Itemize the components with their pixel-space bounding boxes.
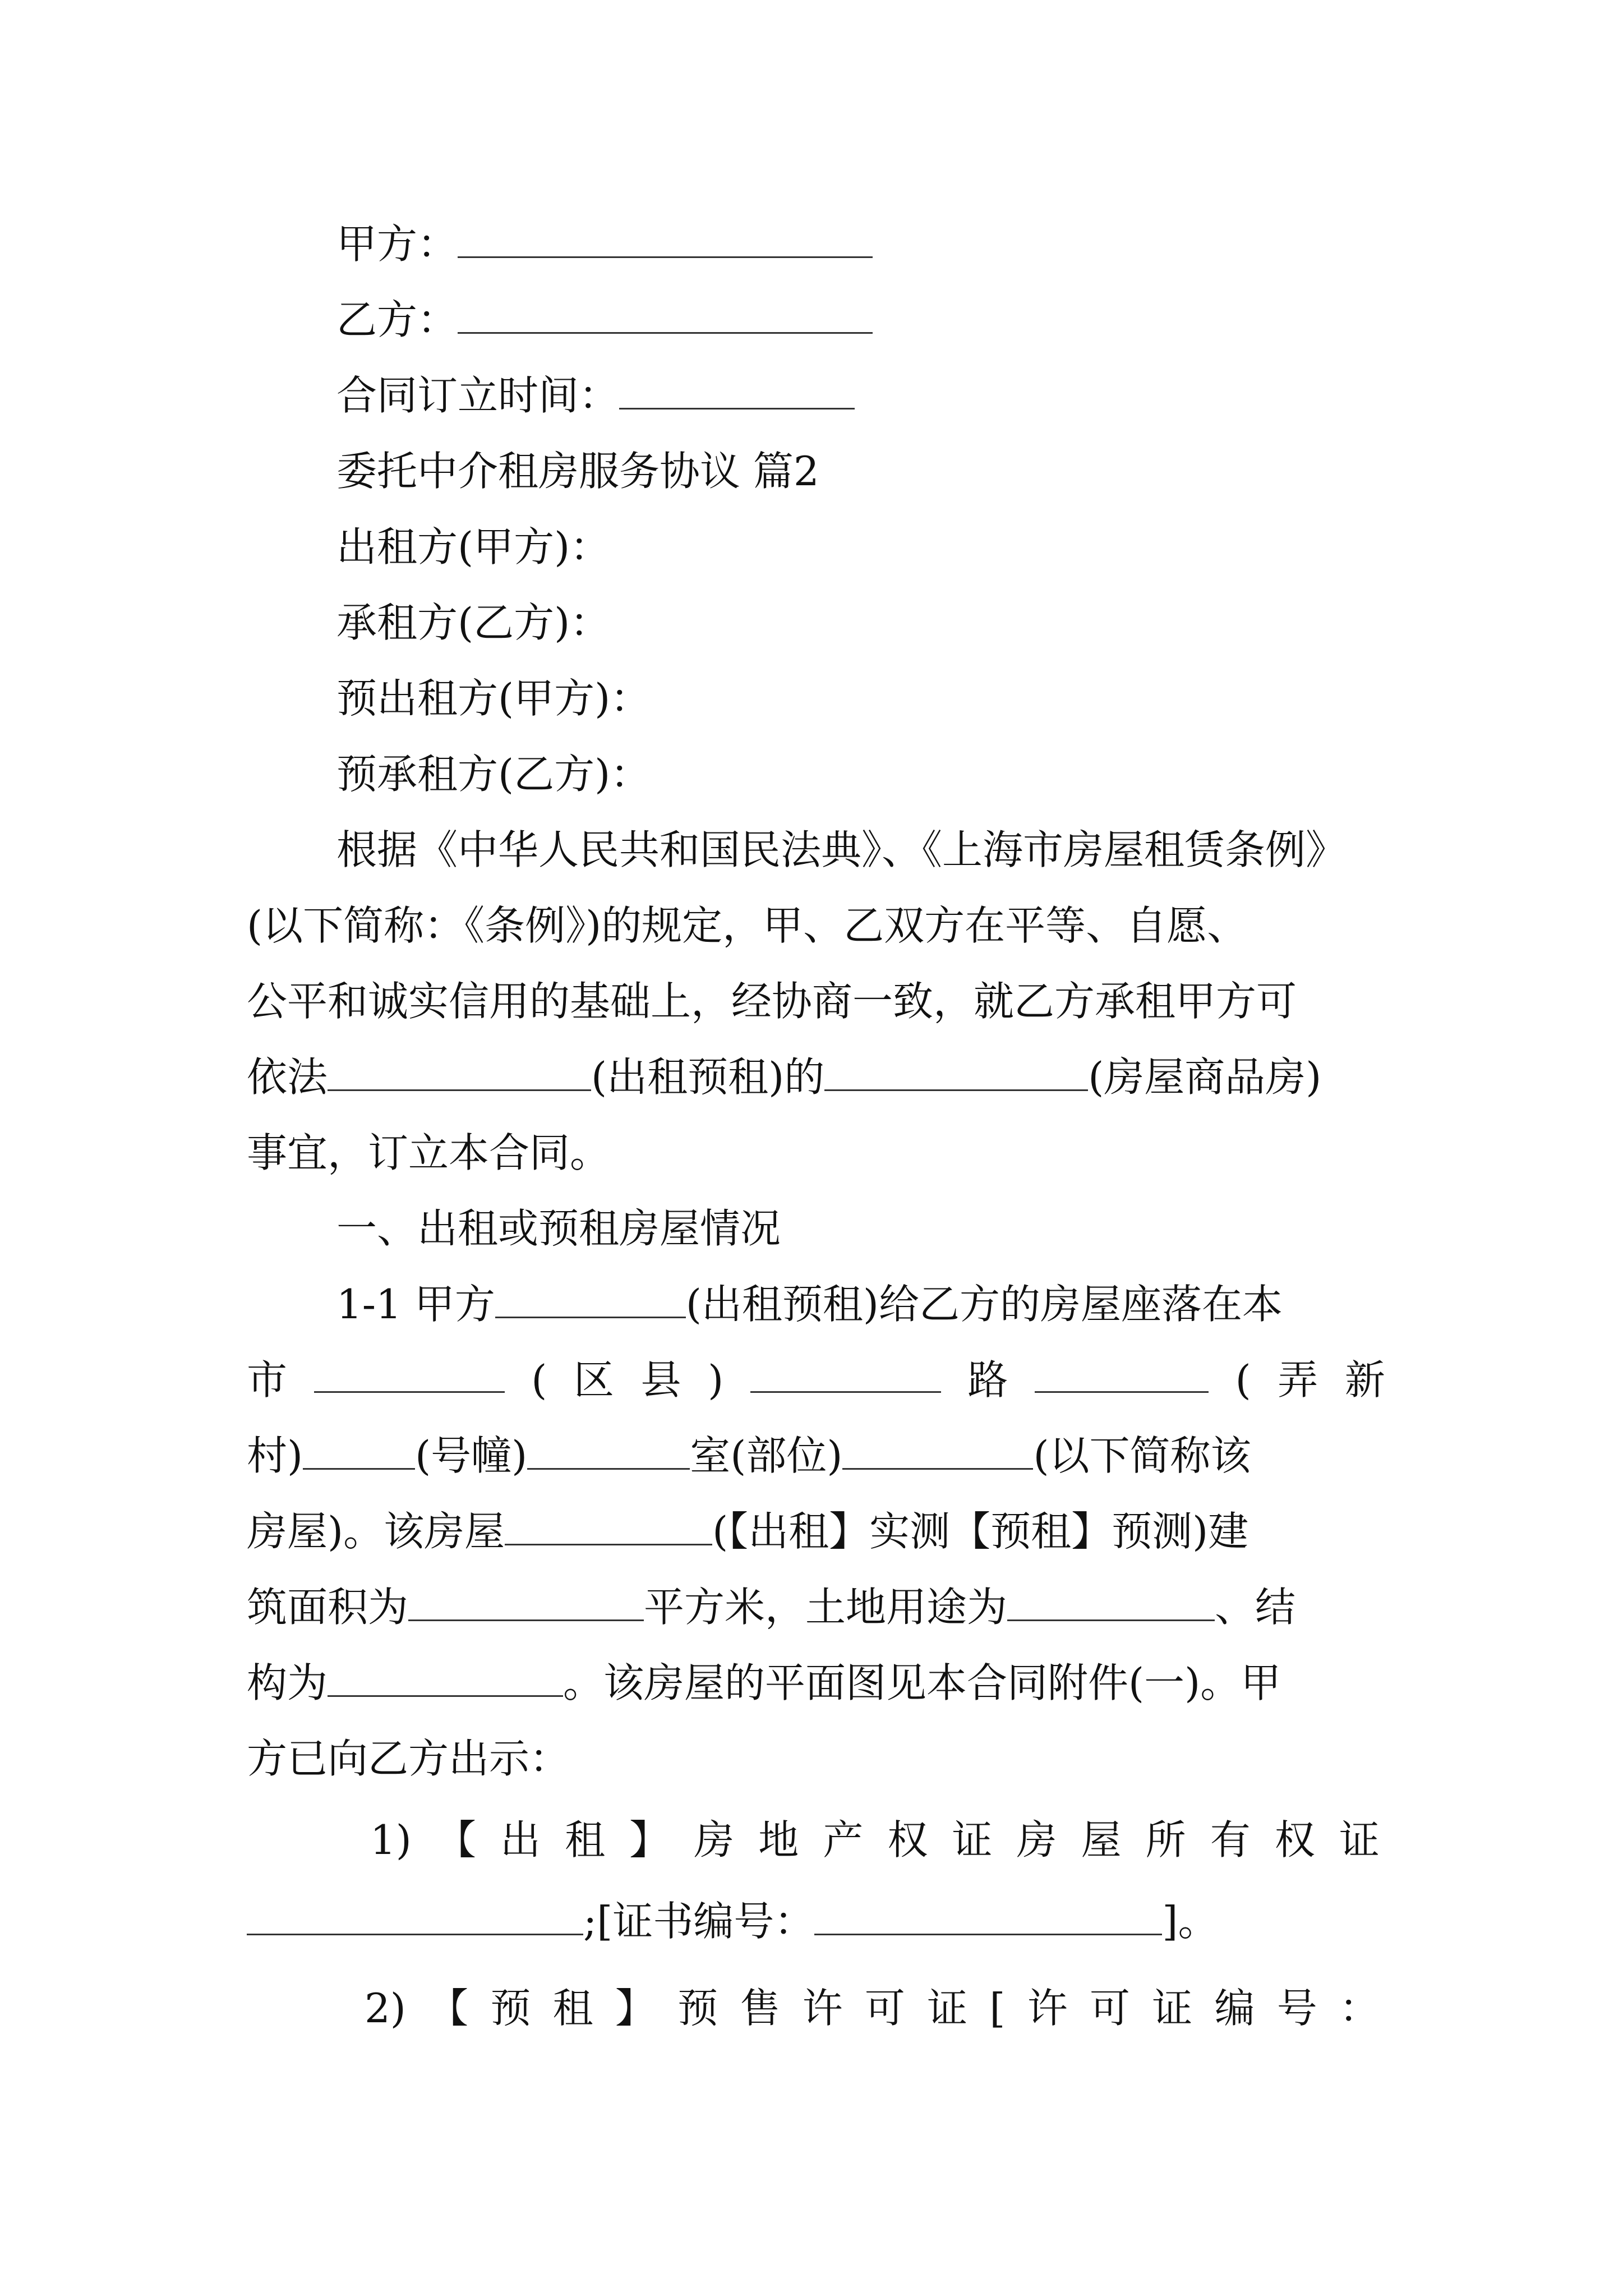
- signing-time-field: [336, 367, 855, 424]
- item-char: 证: [1152, 1985, 1193, 2032]
- signing-time-blank: [619, 369, 855, 409]
- clause-char: 市: [247, 1356, 288, 1404]
- clause-text: 。该房屋的平面图见本合同附件(一)。甲: [563, 1659, 1281, 1706]
- intro-line: (以下简称：《条例》)的规定，甲、乙双方在平等、自愿、: [247, 902, 1248, 949]
- party-b-field: [336, 292, 873, 348]
- clause-line: [336, 1276, 1283, 1332]
- item-char: 】: [615, 1985, 656, 2032]
- item-char: 证: [927, 1985, 968, 2032]
- party-a-blank: [458, 217, 873, 258]
- item-text: ;[证书编号：: [583, 1898, 815, 1945]
- clause-text: 村): [247, 1432, 303, 1479]
- certificate-number-blank: [814, 1894, 1162, 1935]
- item-char: 预: [677, 1985, 718, 2032]
- intro-line: [247, 1049, 1321, 1105]
- pre-lessor-label: 预出租方(甲方)：: [336, 675, 651, 722]
- item-char: 预: [490, 1985, 531, 2032]
- item-char: 售: [740, 1985, 781, 2032]
- city-blank: [314, 1352, 505, 1393]
- clause-char: 县: [640, 1356, 681, 1404]
- item-1-line: [247, 1893, 1218, 1949]
- item-char: [: [989, 1985, 1006, 2032]
- item-char: 】: [629, 1816, 670, 1864]
- pre-lessee-label: 预承租方(乙方)：: [336, 751, 651, 798]
- intro-line: 事宜，订立本合同。: [247, 1129, 611, 1176]
- item-char: 证: [952, 1816, 993, 1864]
- intro-line: 根据《中华人民共和国民法典》、《上海市房屋租赁条例》: [336, 826, 1347, 873]
- item-text: ]。: [1162, 1898, 1219, 1945]
- clause-text: (以下简称该: [1033, 1432, 1251, 1479]
- clause-text: 室(部位): [690, 1432, 843, 1479]
- clause-char: 路: [967, 1356, 1008, 1404]
- clause-text: (出租预租)给乙方的房屋座落在本: [685, 1281, 1283, 1328]
- clause-text: 平方米，土地用途为: [644, 1584, 1008, 1631]
- clause-text: (【出租】实测【预租】预测)建: [712, 1508, 1249, 1555]
- item-char: 许: [802, 1985, 843, 2032]
- item-char: 编: [1214, 1985, 1255, 2032]
- item-char: 【: [435, 1816, 476, 1864]
- clause-char: 弄: [1278, 1356, 1318, 1404]
- item-char: 【: [428, 1985, 469, 2032]
- structure-blank: [328, 1656, 563, 1697]
- clause-text: 筑面积为: [247, 1584, 409, 1631]
- item-2-line: [365, 1980, 1380, 2036]
- area-blank: [408, 1580, 644, 1621]
- signing-time-label: 合同订立时间：: [336, 372, 620, 419]
- section-heading: 一、出租或预租房屋情况: [336, 1205, 781, 1252]
- clause-char: ): [708, 1356, 724, 1404]
- party-b-label: 乙方：: [336, 296, 458, 343]
- clause-char: (: [531, 1356, 547, 1404]
- clause-text: (号幢): [415, 1432, 528, 1479]
- item-char: 权: [1274, 1816, 1315, 1864]
- item-char: 房: [1016, 1816, 1057, 1864]
- clause-line: [247, 1579, 1295, 1635]
- certificate-blank: [247, 1894, 583, 1935]
- clause-char: 新: [1344, 1356, 1385, 1404]
- item-char: 2): [365, 1985, 406, 2032]
- item-char: 有: [1210, 1816, 1251, 1864]
- property-type-blank: [824, 1050, 1088, 1091]
- item-char: 可: [864, 1985, 905, 2032]
- clause-char: (: [1235, 1356, 1251, 1404]
- item-char: 所: [1145, 1816, 1186, 1864]
- item-char: 证: [1339, 1816, 1380, 1864]
- clause-text: 构为: [247, 1659, 328, 1706]
- item-char: 租: [552, 1985, 593, 2032]
- clause-char: 区: [573, 1356, 614, 1404]
- item-char: 1): [370, 1816, 412, 1864]
- item-char: 产: [823, 1816, 864, 1864]
- clause-line: 方已向乙方出示：: [247, 1735, 570, 1782]
- item-char: 屋: [1081, 1816, 1122, 1864]
- clause-line: [247, 1428, 1251, 1484]
- item-char: 出: [500, 1816, 541, 1864]
- party-a-label: 甲方：: [336, 220, 458, 268]
- item-char: 号: [1276, 1985, 1317, 2032]
- clause-line: [247, 1503, 1248, 1559]
- item-char: 可: [1089, 1985, 1130, 2032]
- land-use-blank: [1007, 1580, 1215, 1621]
- intro-text: (房屋商品房): [1088, 1053, 1322, 1101]
- intro-text: (出租预租)的: [591, 1053, 825, 1101]
- district-blank: [750, 1352, 941, 1393]
- clause-text: 1-1 甲方: [336, 1281, 495, 1328]
- party-b-blank: [458, 293, 873, 334]
- lane-blank: [303, 1429, 415, 1470]
- room-blank: [842, 1429, 1033, 1470]
- clause-text: 、结: [1215, 1584, 1296, 1631]
- lessor-label: 出租方(甲方)：: [336, 523, 611, 570]
- road-blank: [1035, 1352, 1209, 1393]
- lease-type-blank: [495, 1277, 686, 1318]
- clause-text: 房屋)。该房屋: [247, 1508, 505, 1555]
- measure-type-blank: [505, 1504, 712, 1545]
- lessee-label: 承租方(乙方)：: [336, 599, 611, 646]
- lease-type-blank: [328, 1050, 591, 1091]
- party-a-field: [336, 216, 873, 272]
- clause-line-address: [247, 1352, 1385, 1408]
- item-char: 地: [758, 1816, 799, 1864]
- clause-line: [247, 1655, 1281, 1711]
- item-char: 权: [887, 1816, 928, 1864]
- item-1-line: [370, 1812, 1380, 1868]
- item-char: ：: [1339, 1985, 1380, 2032]
- item-char: 许: [1027, 1985, 1068, 2032]
- building-blank: [527, 1429, 690, 1470]
- intro-text: 依法: [247, 1053, 328, 1101]
- item-char: 房: [694, 1816, 735, 1864]
- agreement-title: 委托中介租房服务协议 篇2: [336, 448, 819, 495]
- intro-line: 公平和诚实信用的基础上，经协商一致，就乙方承租甲方可: [247, 978, 1297, 1025]
- item-char: 租: [565, 1816, 606, 1864]
